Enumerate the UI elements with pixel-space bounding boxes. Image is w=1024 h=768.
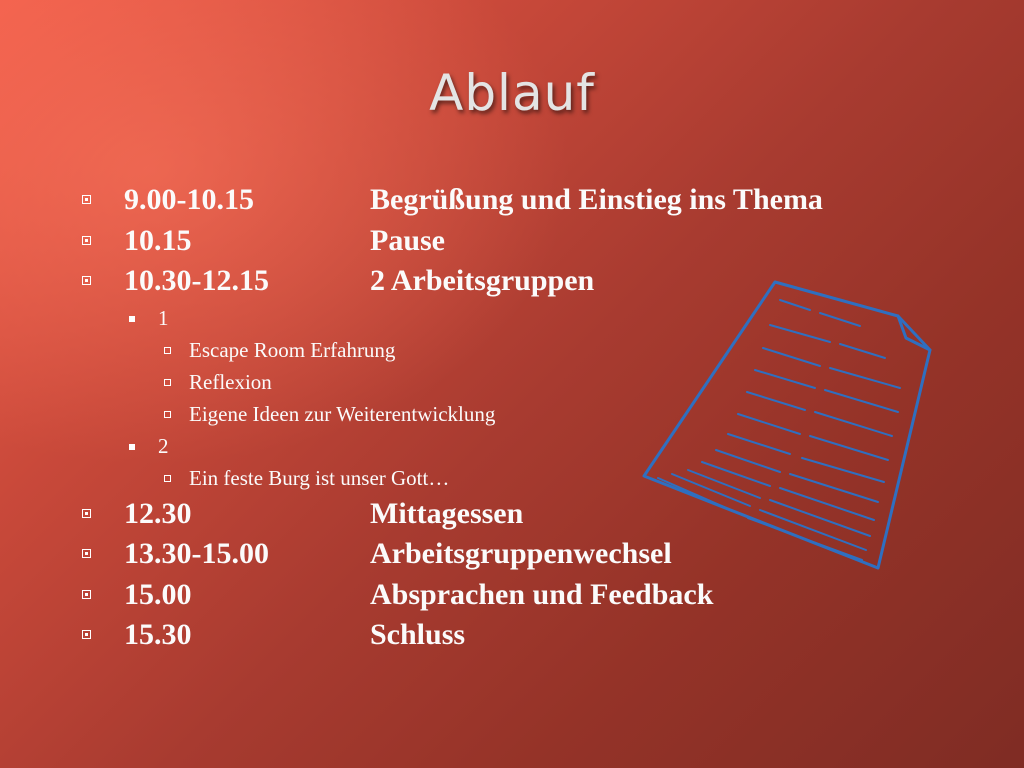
hollow-square-bullet-icon — [164, 411, 171, 418]
agenda-time: 12.30 — [124, 496, 192, 530]
hollow-square-bullet-icon — [164, 379, 171, 386]
agenda-item: Begrüßung und Einstieg ins Thema — [370, 183, 823, 216]
agenda-item: Schluss — [370, 618, 466, 651]
group-number: 1 — [158, 305, 169, 330]
bullet-icon — [82, 630, 91, 639]
group-number: 2 — [158, 433, 169, 458]
agenda-time: 9.00-10.15 — [124, 183, 254, 216]
hollow-square-bullet-icon — [164, 347, 171, 354]
agenda-item: Mittagessen — [370, 496, 524, 530]
agenda-item: Arbeitsgruppenwechsel — [370, 537, 672, 570]
agenda-row — [82, 615, 962, 656]
agenda-row — [82, 180, 962, 221]
agenda-row — [82, 221, 962, 262]
agenda-row — [82, 575, 962, 616]
bullet-icon — [82, 236, 91, 245]
bullet-icon — [82, 509, 91, 518]
group-item-text: Reflexion — [189, 369, 272, 394]
agenda-time: 13.30-15.00 — [124, 537, 269, 570]
agenda-time: 10.15 — [124, 223, 192, 257]
bullet-icon — [82, 195, 91, 204]
agenda-time: 15.30 — [124, 618, 192, 651]
square-bullet-icon — [129, 316, 135, 322]
group-item-text: Eigene Ideen zur Weiterentwicklung — [189, 401, 496, 426]
bullet-icon — [82, 549, 91, 558]
group-item-text: Escape Room Erfahrung — [189, 337, 396, 362]
square-bullet-icon — [129, 444, 135, 450]
agenda-item: Pause — [370, 223, 445, 257]
agenda-item: 2 Arbeitsgruppen — [370, 264, 595, 297]
group-item-text: Ein feste Burg ist unser Gott… — [189, 465, 450, 490]
agenda-time: 15.00 — [124, 577, 192, 611]
document-sketch-icon — [630, 270, 940, 580]
agenda-time: 10.30-12.15 — [124, 264, 269, 297]
slide-title: Ablauf — [429, 64, 595, 122]
bullet-icon — [82, 590, 91, 599]
agenda-item: Absprachen und Feedback — [370, 577, 714, 611]
bullet-icon — [82, 276, 91, 285]
hollow-square-bullet-icon — [164, 475, 171, 482]
